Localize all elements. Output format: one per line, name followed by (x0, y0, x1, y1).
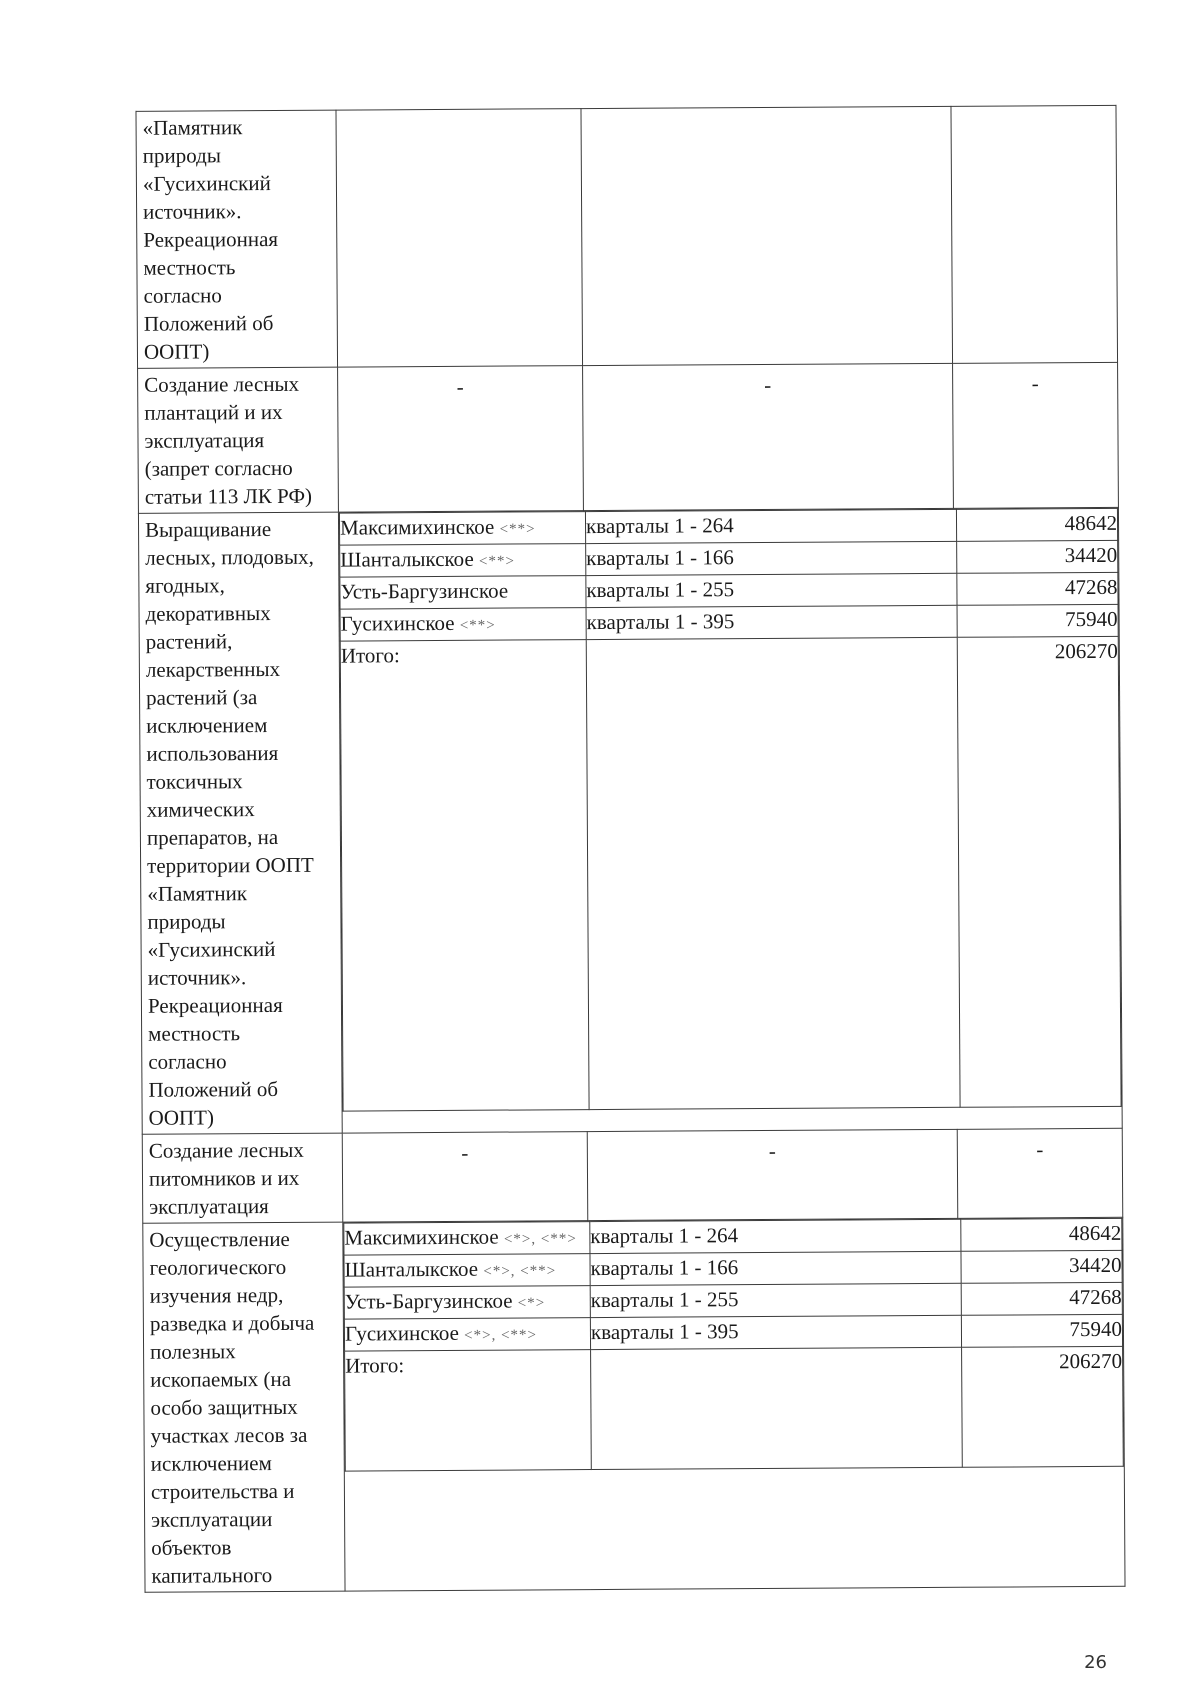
forest-use-table (135, 105, 1125, 1593)
area-value: 48642 (1064, 511, 1117, 535)
table-row (138, 362, 1119, 513)
list-item (340, 604, 1118, 641)
quarters-range: кварталы 1 - 255 (591, 1287, 739, 1312)
forestry-name: Шанталыкское (344, 1257, 478, 1282)
area-cell (957, 1128, 1123, 1218)
quarters-range: кварталы 1 - 395 (587, 609, 735, 634)
quarters-range: кварталы 1 - 264 (586, 513, 734, 538)
activity-text: Создание лесных плантаций и их эксплуатация (запрет согласно статьи 113 ЛК РФ) (144, 370, 334, 511)
forestry-name: Усть-Баргузинское (340, 579, 508, 604)
forestry-name: Усть-Баргузинское (345, 1289, 513, 1314)
quarters-cell (583, 363, 954, 510)
dash-mark: - (1036, 1135, 1043, 1163)
forestry-name: Гусихинское (345, 1321, 459, 1346)
forestry-name: Максимихинское (340, 515, 494, 540)
forestry-name: Максимихинское (344, 1225, 498, 1250)
activity-text: Осуществление геологического изучения недр, разведка и добыча полезных ископаемых (на особо защитных участках лесов за исключением строительства и эксплуатации объектов капитального (149, 1225, 340, 1590)
quarters-range: кварталы 1 - 166 (586, 545, 734, 570)
area-value: 47268 (1065, 575, 1118, 599)
list-item (344, 1218, 1122, 1255)
table-row (142, 1128, 1123, 1223)
list-item (344, 1250, 1122, 1287)
dash-mark: - (457, 373, 464, 401)
quarters-cell (587, 1129, 958, 1220)
area-value: 75940 (1069, 1317, 1122, 1341)
quarters-range: кварталы 1 - 166 (590, 1255, 738, 1280)
quarters-range: кварталы 1 - 255 (586, 577, 734, 602)
quarters-range: кварталы 1 - 264 (590, 1223, 738, 1248)
area-cell (951, 105, 1118, 363)
list-item (340, 572, 1118, 609)
list-item (339, 508, 1117, 545)
footnote-mark: <**> (500, 521, 536, 537)
footnote-mark: <**> (479, 554, 515, 570)
table-row (138, 507, 1122, 1134)
total-row (340, 636, 1121, 1111)
forestry-name: Гусихинское (341, 611, 455, 636)
activity-text: Выращивание лесных, плодовых, ягодных, декоративных растений, лекарственных растений (за исключением использования токсичных химических препаратов, на территории ООПТ «Памятник природы «Гусихинский источник». Рекреационная местность согласно Положений об ООПТ) (145, 515, 338, 1132)
total-row (345, 1346, 1124, 1471)
area-cell (953, 362, 1119, 508)
dash-mark: - (461, 1139, 468, 1167)
activity-text: «Памятник природы «Гусихинский источник». Рекреационная местность согласно Положений об ООПТ) (143, 113, 334, 366)
dash-mark: - (1032, 369, 1039, 397)
forestry-breakdown-cell (338, 507, 1122, 1133)
dash-mark: - (764, 371, 771, 399)
forestry-breakdown (339, 508, 1122, 1112)
activity-cell (142, 1133, 343, 1223)
forestry-cell (336, 109, 583, 367)
area-value: 75940 (1065, 607, 1118, 631)
quarters-range: кварталы 1 - 395 (591, 1319, 739, 1344)
list-item (344, 1282, 1122, 1319)
table-row (143, 1217, 1125, 1592)
activity-cell (136, 110, 338, 368)
area-value: 48642 (1069, 1221, 1122, 1245)
area-value: 47268 (1069, 1285, 1122, 1309)
activity-cell (138, 367, 339, 513)
area-value: 34420 (1065, 543, 1118, 567)
quarters-cell (581, 106, 953, 365)
list-item (340, 540, 1118, 577)
total-value: 206270 (1059, 1349, 1122, 1373)
total-value: 206270 (1055, 639, 1118, 663)
forestry-breakdown (343, 1218, 1124, 1472)
dash-mark: - (769, 1137, 776, 1165)
total-label: Итого: (341, 643, 400, 667)
list-item (344, 1314, 1122, 1351)
footnote-mark: <*> (518, 1295, 546, 1311)
total-label: Итого: (345, 1353, 404, 1377)
forestry-name: Шанталыкское (340, 547, 474, 572)
activity-text: Создание лесных питомников и их эксплуатация (149, 1136, 339, 1221)
forestry-cell (342, 1132, 588, 1222)
activity-cell (143, 1222, 345, 1592)
table-row (136, 105, 1118, 368)
forestry-cell (338, 366, 584, 512)
page-number: 26 (1084, 1652, 1107, 1673)
area-value: 34420 (1069, 1253, 1122, 1277)
forestry-breakdown-cell (343, 1217, 1125, 1591)
footnote-mark: <*>, <**> (464, 1327, 537, 1343)
activity-cell (138, 512, 342, 1134)
footnote-mark: <*>, <**> (504, 1231, 577, 1247)
footnote-mark: <**> (460, 618, 496, 634)
footnote-mark: <*>, <**> (483, 1263, 556, 1279)
